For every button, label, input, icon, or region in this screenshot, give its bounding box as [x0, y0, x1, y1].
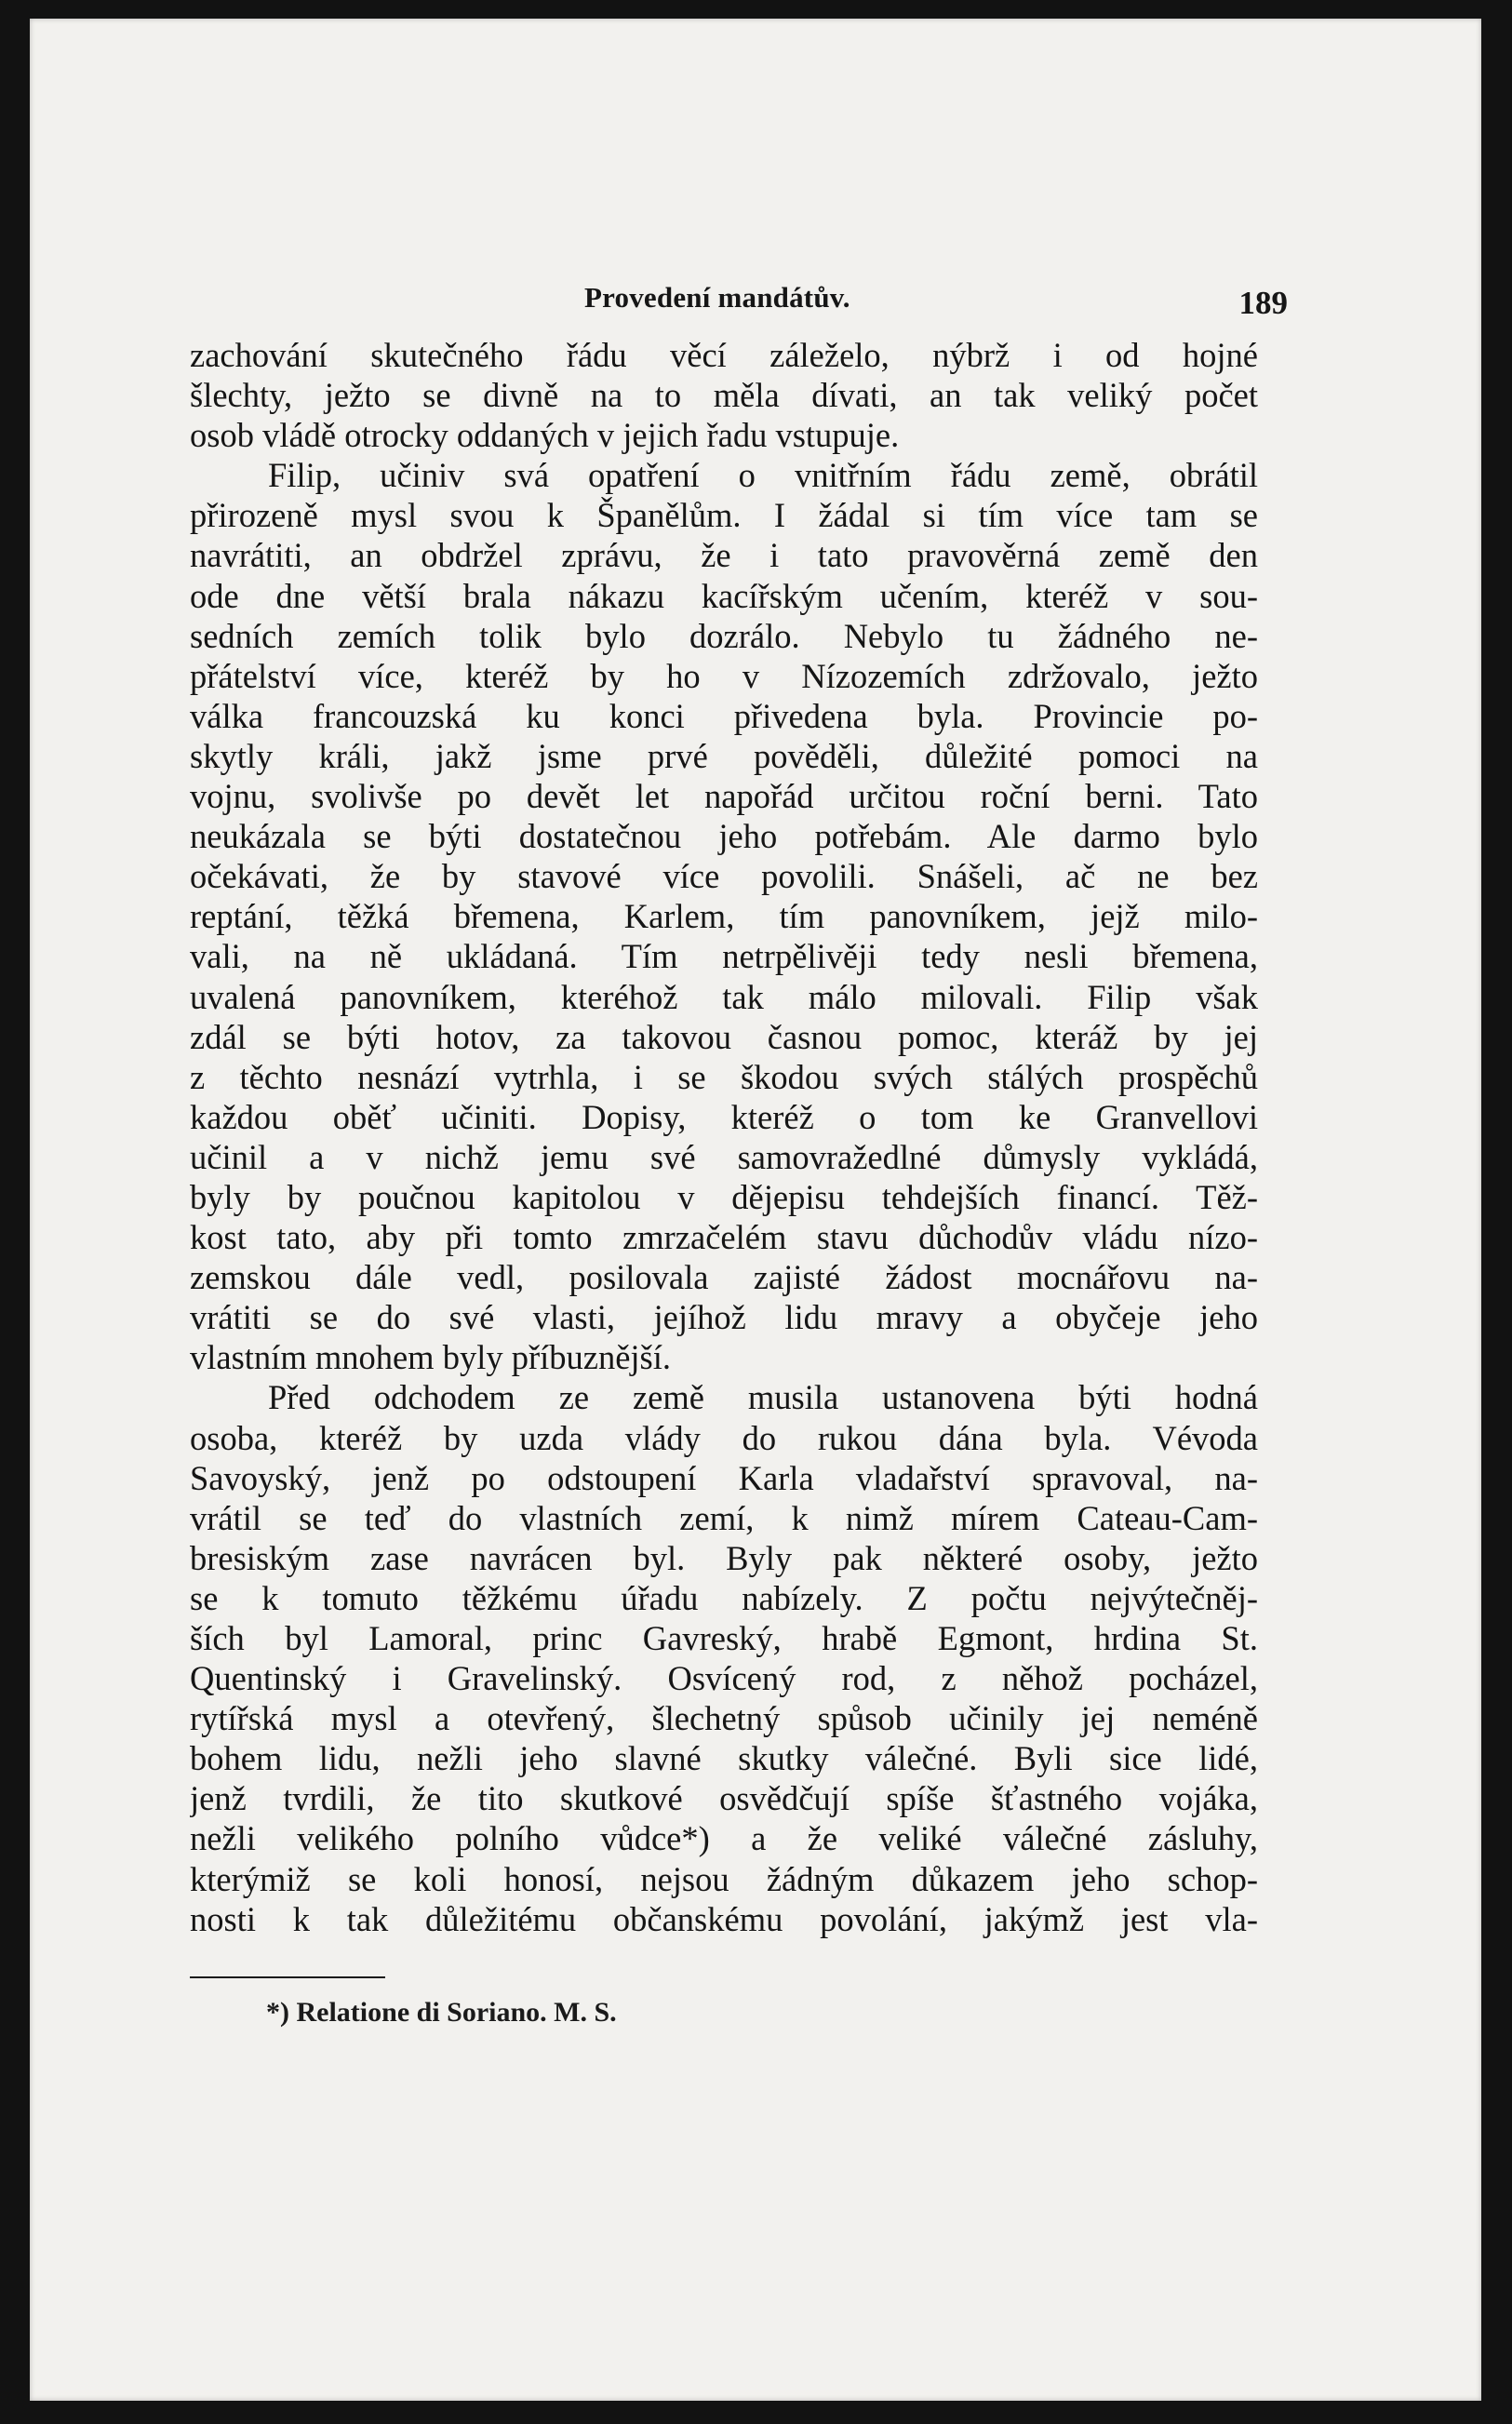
body-text — [190, 335, 1258, 1939]
text-line: Před odchodem ze země musila ustanovena býti hodná — [268, 1378, 1258, 1417]
text-line: Filip, učiniv svá opatření o vnitřním řádu země, obrátil — [268, 456, 1258, 495]
page-header — [584, 281, 1288, 321]
text-line: navrátiti, an obdržel zprávu, že i tato pravověrná země den — [190, 536, 1258, 575]
text-line: kost tato, aby při tomto zmrzačelém stavu důchodův vládu nízo- — [190, 1218, 1258, 1257]
text-line: ších byl Lamoral, princ Gavreský, hrabě Egmont, hrdina St. — [190, 1619, 1258, 1657]
text-line: každou oběť učiniti. Dopisy, kteréž o tom ke Granvellovi — [190, 1097, 1258, 1136]
text-line: přirozeně mysl svou k Španělům. I žádal si tím více tam se — [190, 496, 1258, 535]
text-line: z těchto nesnází vytrhla, i se škodou svých stálých prospěchů — [190, 1057, 1258, 1096]
text-line: Savoyský, jenž po odstoupení Karla vladařství spravoval, na- — [190, 1458, 1258, 1497]
text-line: učinil a v nichž jemu své samovražedlné důmysly vykládá, — [190, 1137, 1258, 1176]
text-line: uvalená panovníkem, kteréhož tak málo milovali. Filip však — [190, 977, 1258, 1016]
footnote-divider — [190, 1976, 385, 1978]
text-line: zdál se býti hotov, za takovou časnou pomoc, kteráž by jej — [190, 1017, 1258, 1056]
text-line: zachování skutečného řádu věcí záleželo, nýbrž i od hojné — [190, 336, 1258, 374]
text-line: se k tomuto těžkému úřadu nabízely. Z počtu nejvýtečněj- — [190, 1578, 1258, 1617]
text-line: vojnu, svolivše po devět let napořád určitou roční berni. Tato — [190, 777, 1258, 816]
text-line: očekávati, že by stavové více povolili. Snášeli, ač ne bez — [190, 857, 1258, 896]
text-line: zemskou dále vedl, posilovala zajisté žádost mocnářovu na- — [190, 1258, 1258, 1297]
text-line: ode dne větší brala nákazu kacířským učením, kteréž v sou- — [190, 576, 1258, 615]
text-line: skytly králi, jakž jsme prvé pověděli, důležité pomoci na — [190, 736, 1258, 775]
text-line: osoba, kteréž by uzda vlády do rukou dána byla. Vévoda — [190, 1418, 1258, 1457]
text-line: šlechty, ježto se divně na to měla dívati, an tak veliký počet — [190, 376, 1258, 415]
text-line: osob vládě otrocky oddaných v jejich řadu vstupuje. — [190, 416, 900, 455]
text-line: vrátiti se do své vlasti, jejíhož lidu mravy a obyčeje jeho — [190, 1298, 1258, 1337]
text-line: rytířská mysl a otevřený, šlechetný spůsob učinily jej neméně — [190, 1699, 1258, 1738]
text-line: vali, na ně ukládaná. Tím netrpělivěji tedy nesli břemena, — [190, 937, 1258, 976]
footnote: *) Relatione di Soriano. M. S. — [266, 1997, 617, 2028]
text-line: bresiským zase navrácen byl. Byly pak některé osoby, ježto — [190, 1538, 1258, 1577]
text-line: bohem lidu, nežli jeho slavné skutky válečné. Byli sice lidé, — [190, 1739, 1258, 1778]
text-line: byly by poučnou kapitolou v dějepisu tehdejších financí. Těž- — [190, 1177, 1258, 1216]
text-line: vrátil se teď do vlastních zemí, k nimž mírem Cateau-Cam- — [190, 1498, 1258, 1537]
text-line: vlastním mnohem byly příbuznější. — [190, 1338, 672, 1377]
text-line: kterýmiž se koli honosí, nejsou žádným důkazem jeho schop- — [190, 1859, 1258, 1898]
text-line: reptání, těžká břemena, Karlem, tím panovníkem, jejž milo- — [190, 897, 1258, 936]
text-line: neukázala se býti dostatečnou jeho potřebám. Ale darmo bylo — [190, 817, 1258, 856]
text-line: válka francouzská ku konci přivedena byla. Provincie po- — [190, 696, 1258, 735]
text-line: přátelství více, kteréž by ho v Nízozemích zdržovalo, ježto — [190, 656, 1258, 695]
text-line: Quentinský i Gravelinský. Osvícený rod, z něhož pocházel, — [190, 1659, 1258, 1698]
page-number: 189 — [1238, 285, 1288, 321]
running-title: Provedení mandátův. — [584, 281, 850, 314]
text-line: nežli velikého polního vůdce*) a že veliké válečné zásluhy, — [190, 1819, 1258, 1858]
text-line: nosti k tak důležitému občanskému povolání, jakýmž jest vla- — [190, 1899, 1258, 1938]
text-line: sedních zemích tolik bylo dozrálo. Nebylo tu žádného ne- — [190, 616, 1258, 655]
text-line: jenž tvrdili, že tito skutkové osvědčují spíše šťastného vojáka, — [190, 1779, 1258, 1818]
